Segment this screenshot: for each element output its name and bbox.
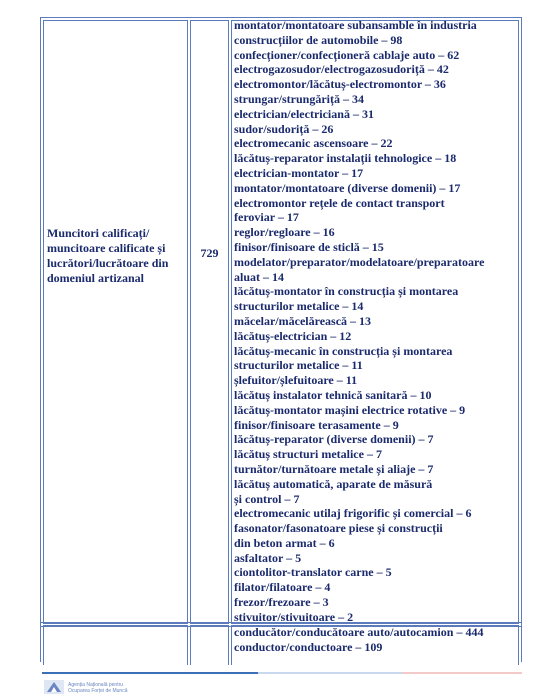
occupation-item: aluat – 14 bbox=[234, 269, 285, 284]
occupation-item: electrician-montator – 17 bbox=[234, 165, 364, 180]
occupation-item: electromecanic utilaj frigorific și comercial – 6 bbox=[234, 506, 472, 521]
occupation-item: asfaltator – 5 bbox=[234, 550, 302, 565]
occupation-item: conducător/conducătoare auto/autocamion – 444 bbox=[234, 625, 484, 639]
footer-divider bbox=[42, 672, 522, 674]
agency-logo-text bbox=[68, 682, 127, 694]
occupation-list-2 bbox=[234, 625, 518, 655]
occupation-item: turnător/turnătoare metale și aliaje – 7 bbox=[234, 461, 434, 476]
occupation-item: din beton armat – 6 bbox=[234, 535, 335, 550]
occupation-list bbox=[234, 18, 518, 625]
occupation-item: electromecanic ascensoare – 22 bbox=[234, 136, 393, 151]
occupation-item: montator/montatoare (diverse domenii) – 17 bbox=[234, 180, 461, 195]
occupation-item: modelator/preparator/modelatoare/preparatoare bbox=[234, 254, 485, 269]
category-label: Muncitori calificați/ muncitoare calificate și lucrători/lucrătoare din domeniul artizanal bbox=[47, 226, 169, 285]
occupation-item: strungar/strungăriță – 34 bbox=[234, 91, 364, 106]
occupation-item: lăcătuș-montator în construcția și montarea bbox=[234, 284, 459, 299]
occupation-item: electromontor/lăcătuș-electromontor – 36 bbox=[234, 77, 446, 92]
occupation-item: lăcătuș-electrician – 12 bbox=[234, 328, 352, 343]
occupation-item: structurilor metalice – 11 bbox=[234, 358, 363, 373]
logo-text-line-2: Ocuparea Forței de Muncă bbox=[68, 688, 128, 694]
occupation-item: montator/montatoare subansamble în industria bbox=[234, 18, 477, 32]
category-cell-2 bbox=[43, 625, 188, 665]
occupation-item: lăcătuș automatică, aparate de măsură bbox=[234, 476, 433, 491]
occupation-item: structurilor metalice – 14 bbox=[234, 299, 364, 314]
occupation-item: finisor/finisoare de sticlă – 15 bbox=[234, 239, 384, 254]
occupation-item: lăcătuș-mecanic în construcția și montarea bbox=[234, 343, 453, 358]
occupation-item: reglor/regloare – 16 bbox=[234, 225, 335, 240]
occupation-item: construcțiilor de automobile – 98 bbox=[234, 32, 403, 47]
occupation-item: electrogazosudor/electrogazosudoriță – 42 bbox=[234, 62, 449, 77]
count-cell bbox=[190, 20, 229, 624]
occupation-item: electrician/electriciană – 31 bbox=[234, 106, 374, 121]
occupation-item: frezor/frezoare – 3 bbox=[234, 595, 329, 610]
occupation-item: șlefuitor/șlefuitoare – 11 bbox=[234, 373, 358, 388]
occupation-item: electromontor rețele de contact transport bbox=[234, 195, 445, 210]
occupation-item: confecționer/confecționeră cablaje auto – 62 bbox=[234, 47, 460, 62]
count-cell-2 bbox=[190, 625, 229, 665]
count-value: 729 bbox=[200, 246, 219, 260]
occupation-item: ciontolitor-translator carne – 5 bbox=[234, 565, 392, 580]
occupation-item: lăcătuș instalator tehnică sanitară – 10 bbox=[234, 387, 432, 402]
agency-logo-icon bbox=[44, 680, 64, 694]
occupation-item: conductor/conductoare – 109 bbox=[234, 639, 383, 654]
occupation-item: fasonator/fasonatoare piese și construcții bbox=[234, 521, 443, 536]
occupation-item: finisor/finisoare terasamente – 9 bbox=[234, 417, 399, 432]
occupation-item: lăcătuș-reparator (diverse domenii) – 7 bbox=[234, 432, 434, 447]
occupation-item: lăcătuș-reparator instalații tehnologice – 18 bbox=[234, 151, 457, 166]
category-cell bbox=[43, 20, 188, 624]
occupation-item: lăcătuș structuri metalice – 7 bbox=[234, 447, 382, 462]
occupation-item: filator/filatoare – 4 bbox=[234, 580, 331, 595]
occupation-item: feroviar – 17 bbox=[234, 210, 299, 225]
occupation-item: măcelar/măcelărească – 13 bbox=[234, 313, 372, 328]
logo-text-line-1: Agenția Națională pentru bbox=[68, 682, 124, 688]
occupation-item: sudor/sudoriță – 26 bbox=[234, 121, 334, 136]
occupation-item: și control – 7 bbox=[234, 491, 300, 506]
occupation-item: stivuitor/stivuitoare – 2 bbox=[234, 609, 354, 624]
occupation-item: lăcătuș-montator mașini electrice rotative – 9 bbox=[234, 402, 466, 417]
